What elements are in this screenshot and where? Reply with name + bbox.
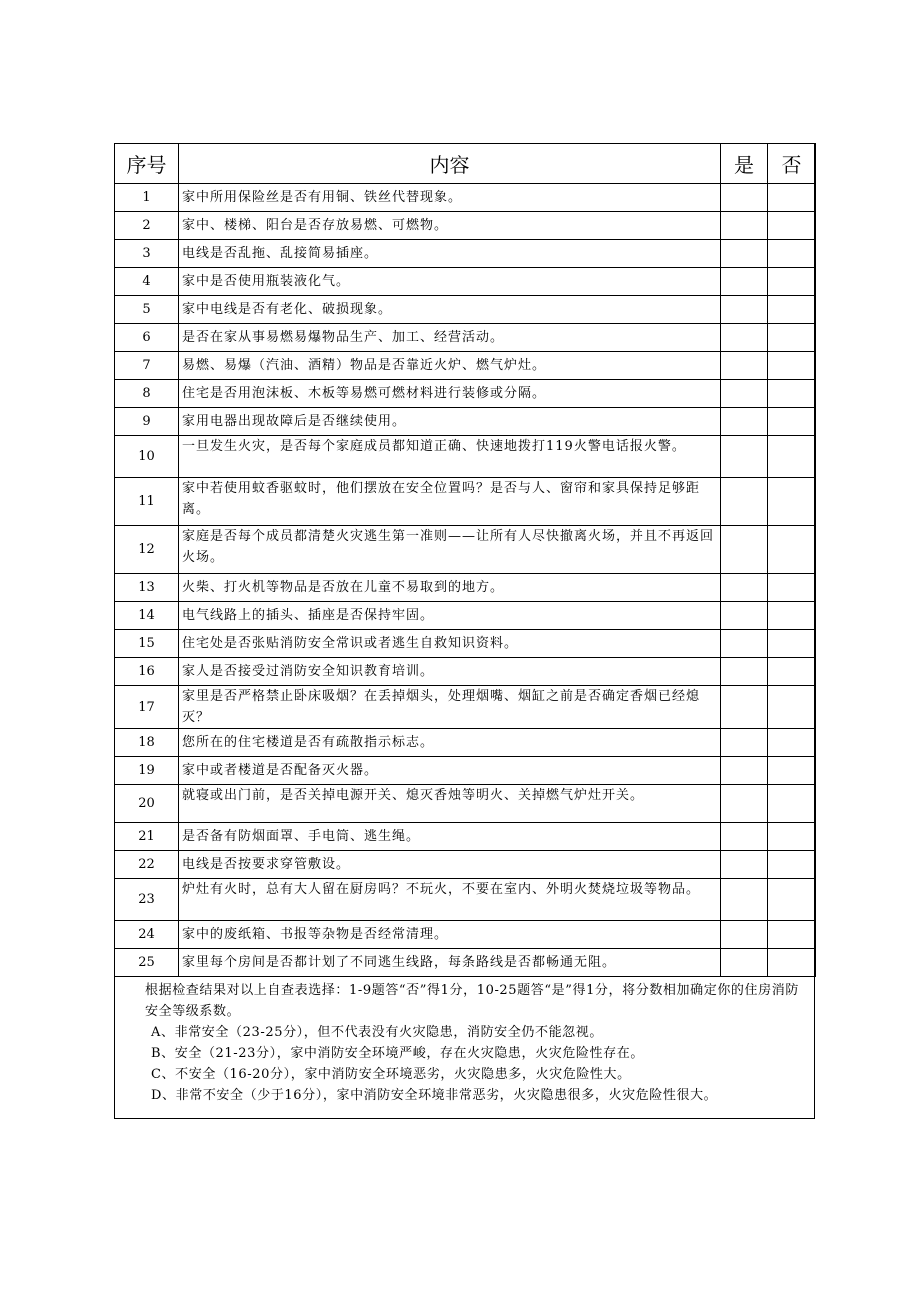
row-content: 是否备有防烟面罩、手电筒、逃生绳。 [179,823,721,851]
row-number: 20 [115,785,179,823]
row-content: 炉灶有火时，总有大人留在厨房吗？不玩火，不要在室内、外明火焚烧垃圾等物品。 [179,879,721,921]
no-checkbox-cell[interactable] [768,268,816,296]
table-header-row [115,144,816,184]
table-row [115,879,816,921]
yes-checkbox-cell[interactable] [721,630,768,658]
yes-checkbox-cell[interactable] [721,574,768,602]
row-number: 14 [115,602,179,630]
no-checkbox-cell[interactable] [768,879,816,921]
row-number: 15 [115,630,179,658]
row-number: 6 [115,324,179,352]
row-number: 12 [115,526,179,574]
row-number: 17 [115,686,179,729]
level-b: B、安全（21-23分），家中消防安全环境严峻，存在火灾隐患，火灾危险性存在。 [151,1046,644,1061]
row-content: 家中、楼梯、阳台是否存放易燃、可燃物。 [179,212,721,240]
table-row [115,478,816,526]
row-content: 您所在的住宅楼道是否有疏散指示标志。 [179,729,721,757]
row-number: 8 [115,380,179,408]
no-checkbox-cell[interactable] [768,352,816,380]
table-row [115,436,816,478]
row-content: 电线是否乱拖、乱接简易插座。 [179,240,721,268]
table-row [115,380,816,408]
row-number: 13 [115,574,179,602]
no-checkbox-cell[interactable] [768,212,816,240]
row-number: 4 [115,268,179,296]
table-row [115,785,816,823]
level-a: A、非常安全（23-25分），但不代表没有火灾隐患，消防安全仍不能忽视。 [151,1025,603,1040]
yes-checkbox-cell[interactable] [721,851,768,879]
yes-checkbox-cell[interactable] [721,949,768,977]
yes-checkbox-cell[interactable] [721,436,768,478]
row-number: 3 [115,240,179,268]
no-checkbox-cell[interactable] [768,785,816,823]
row-number: 5 [115,296,179,324]
row-number: 16 [115,658,179,686]
table-row [115,526,816,574]
no-checkbox-cell[interactable] [768,851,816,879]
row-number: 25 [115,949,179,977]
yes-checkbox-cell[interactable] [721,757,768,785]
no-checkbox-cell[interactable] [768,630,816,658]
yes-checkbox-cell[interactable] [721,478,768,526]
checklist-form [114,143,815,1119]
no-checkbox-cell[interactable] [768,574,816,602]
table-row [115,757,816,785]
yes-checkbox-cell[interactable] [721,184,768,212]
row-number: 21 [115,823,179,851]
row-content: 家中的废纸箱、书报等杂物是否经常清理。 [179,921,721,949]
row-content: 家里每个房间是否都计划了不同逃生线路，每条路线是否都畅通无阻。 [179,949,721,977]
yes-checkbox-cell[interactable] [721,268,768,296]
table-body [115,184,816,977]
row-content: 电线是否按要求穿管敷设。 [179,851,721,879]
no-checkbox-cell[interactable] [768,823,816,851]
table-row [115,658,816,686]
yes-checkbox-cell[interactable] [721,408,768,436]
row-content: 就寝或出门前，是否关掉电源开关、熄灭香烛等明火、关掉燃气炉灶开关。 [179,785,721,823]
row-content: 家中是否使用瓶装液化气。 [179,268,721,296]
yes-checkbox-cell[interactable] [721,823,768,851]
yes-checkbox-cell[interactable] [721,324,768,352]
no-checkbox-cell[interactable] [768,757,816,785]
table-row [115,184,816,212]
row-number: 2 [115,212,179,240]
header-num: 序号 [115,144,179,184]
table-row [115,921,816,949]
row-number: 18 [115,729,179,757]
no-checkbox-cell[interactable] [768,526,816,574]
row-number: 24 [115,921,179,949]
table-row [115,729,816,757]
table-row [115,823,816,851]
yes-checkbox-cell[interactable] [721,686,768,729]
no-checkbox-cell[interactable] [768,296,816,324]
table-row [115,574,816,602]
no-checkbox-cell[interactable] [768,380,816,408]
table-row [115,212,816,240]
row-number: 23 [115,879,179,921]
header-no: 否 [768,144,816,184]
table-row [115,296,816,324]
row-content: 是否在家从事易燃易爆物品生产、加工、经营活动。 [179,324,721,352]
table-row [115,686,816,729]
yes-checkbox-cell[interactable] [721,240,768,268]
row-content: 家里是否严格禁止卧床吸烟？在丢掉烟头，处理烟嘴、烟缸之前是否确定香烟已经熄灭？ [179,686,721,729]
table-row [115,851,816,879]
row-content: 家中所用保险丝是否有用铜、铁丝代替现象。 [179,184,721,212]
scoring-notes [115,980,816,1106]
header-yes: 是 [721,144,768,184]
table-row [115,949,816,977]
no-checkbox-cell[interactable] [768,602,816,630]
row-content: 易燃、易爆（汽油、酒精）物品是否靠近火炉、燃气炉灶。 [179,352,721,380]
no-checkbox-cell[interactable] [768,949,816,977]
table-row [115,324,816,352]
row-content: 火柴、打火机等物品是否放在儿童不易取到的地方。 [179,574,721,602]
row-number: 22 [115,851,179,879]
row-number: 1 [115,184,179,212]
row-content: 电气线路上的插头、插座是否保持牢固。 [179,602,721,630]
yes-checkbox-cell[interactable] [721,352,768,380]
row-number: 7 [115,352,179,380]
row-number: 19 [115,757,179,785]
level-c: C、不安全（16-20分），家中消防安全环境恶劣，火灾隐患多，火灾危险性大。 [151,1067,631,1082]
row-content: 家中若使用蚊香驱蚊时，他们摆放在安全位置吗？是否与人、窗帘和家具保持足够距离。 [179,478,721,526]
table-row [115,268,816,296]
row-content: 家中电线是否有老化、破损现象。 [179,296,721,324]
yes-checkbox-cell[interactable] [721,212,768,240]
no-checkbox-cell[interactable] [768,686,816,729]
table-row [115,352,816,380]
no-checkbox-cell[interactable] [768,729,816,757]
yes-checkbox-cell[interactable] [721,879,768,921]
checklist-table [114,143,816,977]
row-number: 10 [115,436,179,478]
yes-checkbox-cell[interactable] [721,602,768,630]
yes-checkbox-cell[interactable] [721,729,768,757]
row-content: 家人是否接受过消防安全知识教育培训。 [179,658,721,686]
no-checkbox-cell[interactable] [768,240,816,268]
no-checkbox-cell[interactable] [768,921,816,949]
yes-checkbox-cell[interactable] [721,526,768,574]
yes-checkbox-cell[interactable] [721,380,768,408]
no-checkbox-cell[interactable] [768,478,816,526]
table-row [115,240,816,268]
row-content: 家用电器出现故障后是否继续使用。 [179,408,721,436]
no-checkbox-cell[interactable] [768,436,816,478]
yes-checkbox-cell[interactable] [721,921,768,949]
no-checkbox-cell[interactable] [768,408,816,436]
level-d: D、非常不安全（少于16分），家中消防安全环境非常恶劣，火灾隐患很多，火灾危险性很大。 [151,1088,718,1103]
row-content: 家庭是否每个成员都清楚火灾逃生第一准则——让所有人尽快撤离火场，并且不再返回火场。 [179,526,721,574]
yes-checkbox-cell[interactable] [721,785,768,823]
row-content: 住宅处是否张贴消防安全常识或者逃生自救知识资料。 [179,630,721,658]
header-content: 内容 [179,144,721,184]
yes-checkbox-cell[interactable] [721,296,768,324]
table-row [115,630,816,658]
row-content: 住宅是否用泡沫板、木板等易燃可燃材料进行装修或分隔。 [179,380,721,408]
row-content: 家中或者楼道是否配备灭火器。 [179,757,721,785]
row-number: 9 [115,408,179,436]
row-number: 11 [115,478,179,526]
yes-checkbox-cell[interactable] [721,658,768,686]
no-checkbox-cell[interactable] [768,658,816,686]
row-content: 一旦发生火灾，是否每个家庭成员都知道正确、快速地拨打119火警电话报火警。 [179,436,721,478]
no-checkbox-cell[interactable] [768,184,816,212]
notes-intro: 根据检查结果对以上自查表选择：1-9题答“否”得1分，10-25题答“是”得1分，将分数相加确定你的住房消防安全等级系数。 [145,983,799,1019]
table-row [115,602,816,630]
table-row [115,408,816,436]
no-checkbox-cell[interactable] [768,324,816,352]
